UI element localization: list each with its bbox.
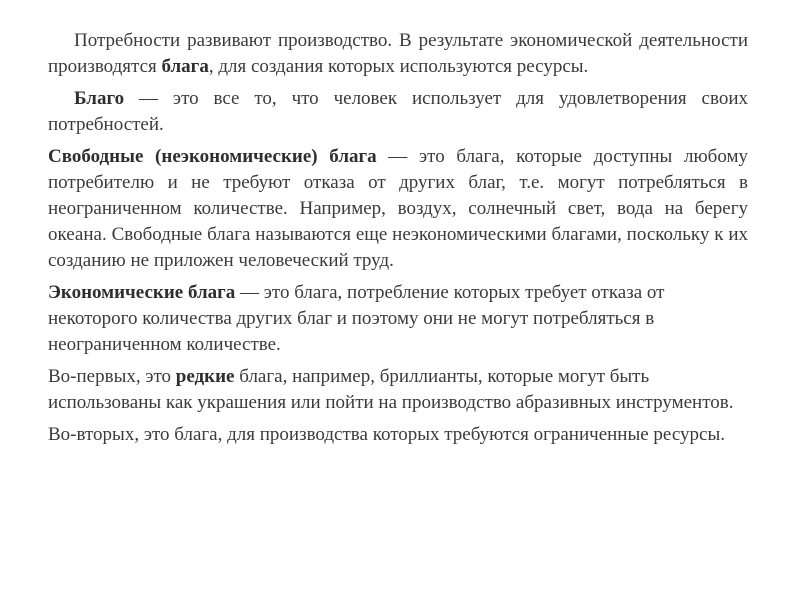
text-run: — это блага, потребление которых требует отказа от некоторого количества других благ и поэтому они не могут потребляться в неограниченном количестве. — [48, 282, 665, 355]
term-rare: редкие — [175, 366, 235, 387]
text-run: блага, например, бриллианты, которые могут быть использованы как украшения или пойти на производство абразивных инструментов. — [48, 366, 734, 413]
paragraph-limited-resources — [48, 422, 748, 448]
term-economic-goods: Экономические блага — [48, 282, 236, 303]
text-run: Потребности развивают производство. В результате экономической деятельности производятся — [48, 30, 748, 77]
text-run: — это блага, которые доступны любому потребителю и не требуют отказа от других благ, т.е. могут потребляться в неограниченном количестве. Например, воздух, солнечный свет, вода на берегу океана. Свободные блага называются еще неэкономическими благами, поскольку к их созданию не приложен человеческий труд. — [48, 146, 748, 271]
term-blaga: блага — [161, 56, 209, 77]
term-free-goods: Свободные (неэкономические) блага — [48, 146, 377, 167]
text-run: Во-первых, это — [48, 366, 176, 387]
paragraph-free-goods — [48, 144, 748, 274]
paragraph-definition-good — [48, 86, 748, 138]
paragraph-needs-develop-production — [48, 28, 748, 80]
term-blago: Благо — [74, 88, 125, 109]
text-run: Во-вторых, это блага, для производства которых требуются ограниченные ресурсы. — [48, 424, 725, 445]
text-run: , для создания которых используются ресурсы. — [208, 56, 589, 77]
text-run: — это все то, что человек использует для удовлетворения своих потребностей. — [48, 88, 748, 135]
paragraph-economic-goods — [48, 280, 748, 358]
paragraph-rare-goods — [48, 364, 748, 416]
